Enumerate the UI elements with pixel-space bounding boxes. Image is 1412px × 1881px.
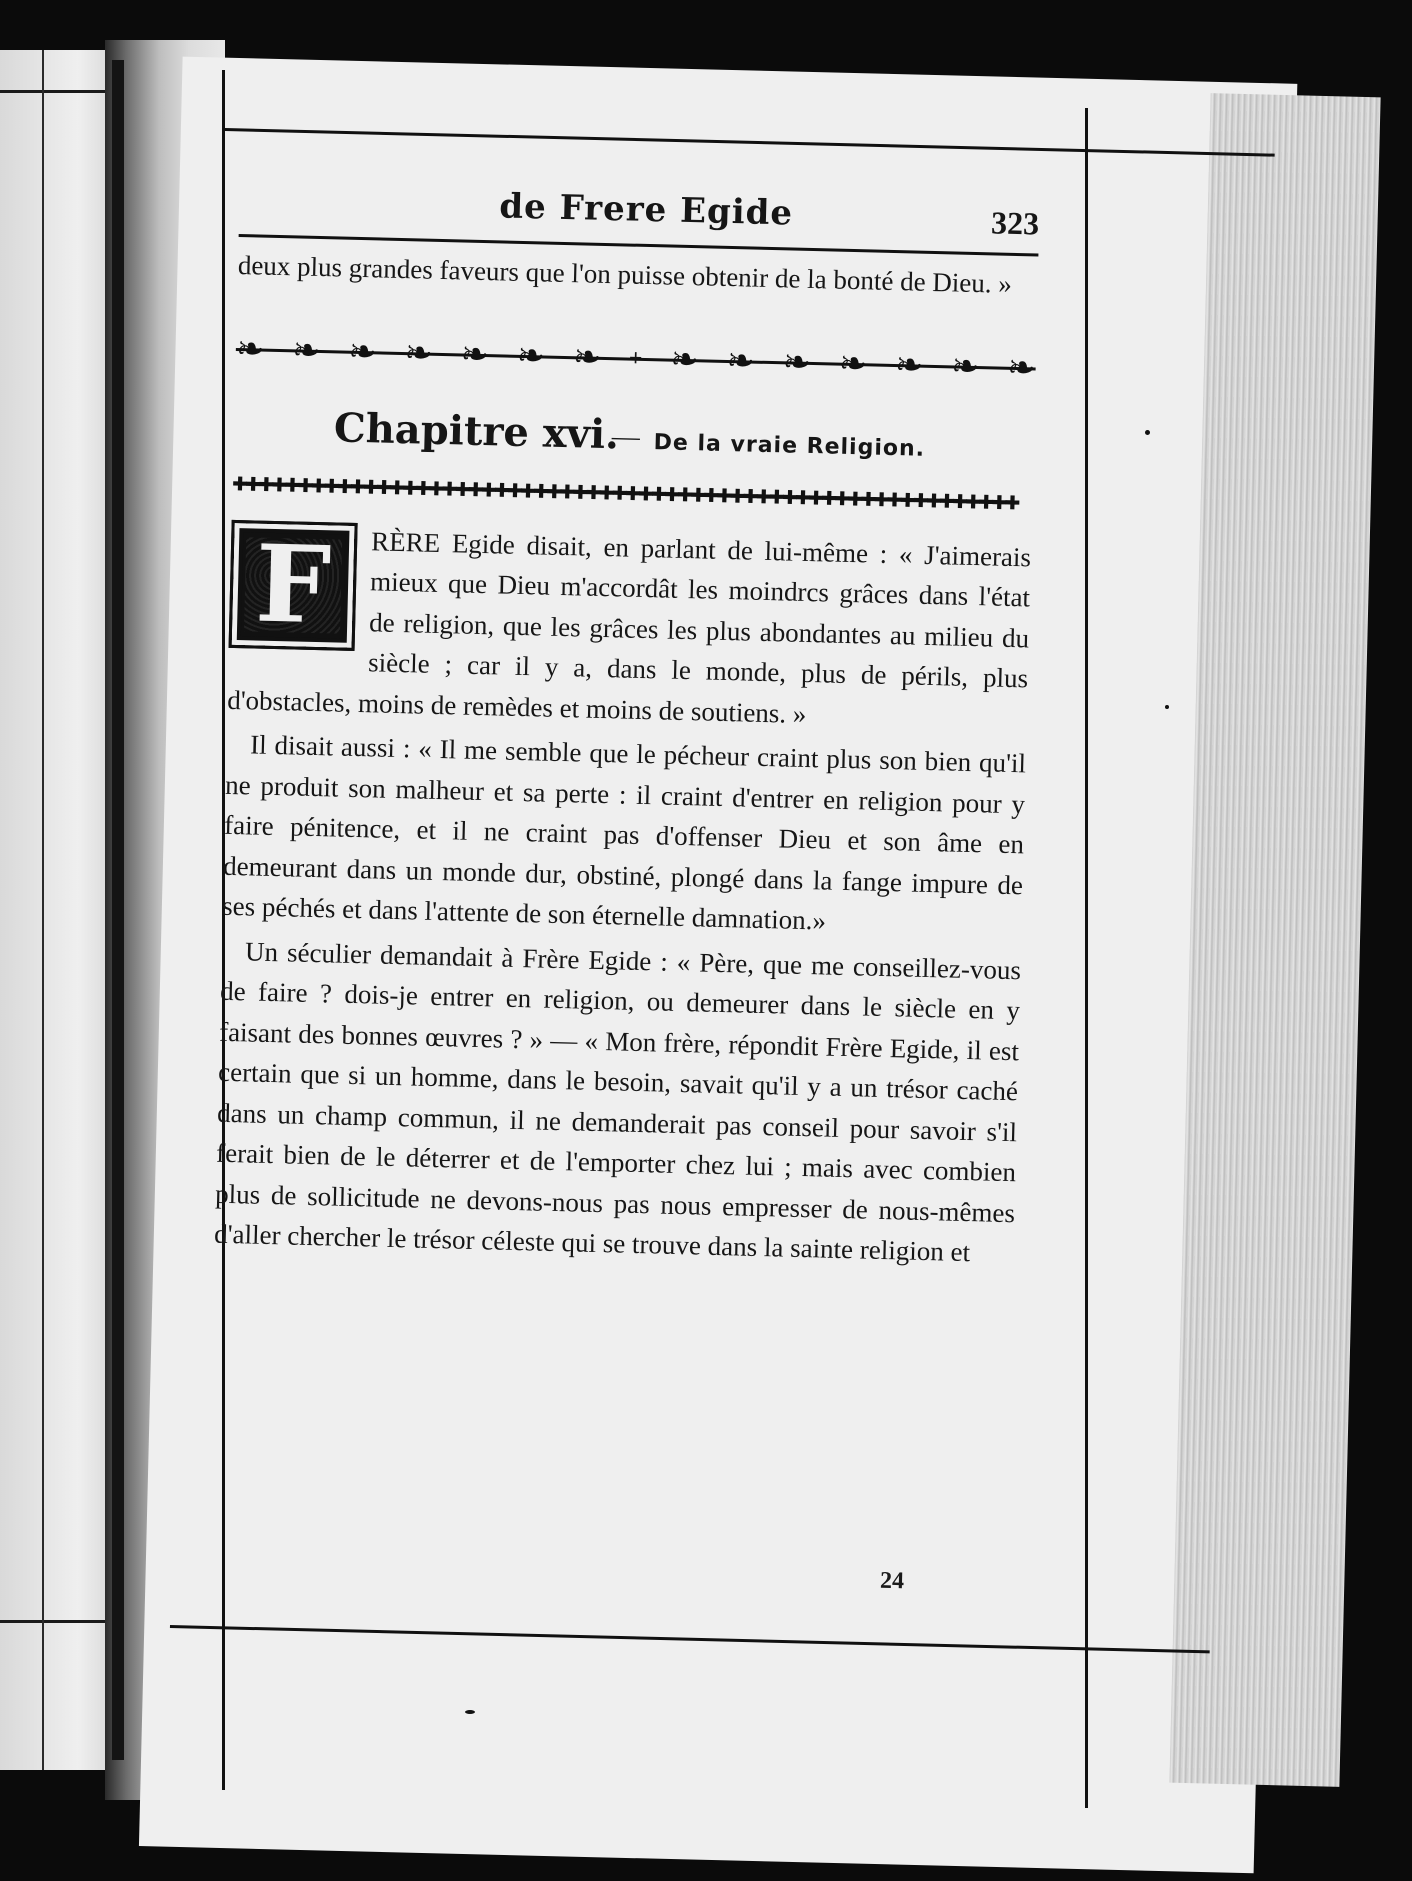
- cross-ornament-icon: ✚: [703, 484, 718, 506]
- cross-ornament-icon: ✚: [258, 474, 273, 495]
- carryover-paragraph: deux plus grandes faveurs que l'on puisse obtenir de la bonté de Dieu. »: [237, 249, 1013, 299]
- leaf-ornament-icon: ❧: [459, 335, 490, 374]
- cross-ornament-icon: ✚: [729, 485, 744, 506]
- running-title: de Frere Egide: [498, 186, 794, 234]
- cross-ornament-icon: ✚: [507, 480, 521, 501]
- cross-ornament-icon: ✚: [415, 477, 430, 499]
- chapter-dash: —: [611, 420, 641, 453]
- cross-ornament-icon: ✚: [585, 482, 600, 503]
- ornament-center-cross-icon: +: [628, 345, 643, 372]
- cross-ornament-icon: ✚: [926, 490, 940, 511]
- speck: [1145, 430, 1150, 435]
- leaf-ornament-icon: ❧: [516, 337, 546, 376]
- cross-ornament-icon: ✚: [821, 487, 835, 509]
- cross-ornament-icon: ✚: [271, 474, 286, 495]
- signature-mark: 24: [879, 1567, 905, 1595]
- chapter-subtitle: De la vraie Religion.: [653, 429, 926, 462]
- cross-ornament-icon: ✚: [520, 480, 534, 501]
- cross-ornament-icon: ✚: [769, 486, 783, 507]
- first-paragraph-text: RÈRE Egide disait, en parlant de lui-même : « J'aimerais mieux que Dieu m'accordât les moindrcs grâces dans l'état de religion, que les grâces les plus abondantes au milieu du siècle ; car il y a, dans le monde, plus de périls, plus d'obstacles, moins de remèdes et moins de soutiens. »: [226, 525, 1032, 729]
- cross-ornament-icon: ✚: [467, 479, 482, 500]
- cross-ornament-icon: ✚: [742, 485, 757, 507]
- cross-ornament-icon: ✚: [939, 490, 953, 512]
- cross-ornament-icon: ✚: [546, 481, 561, 502]
- leaf-ornament-icon: ❧: [950, 347, 980, 386]
- leaf-ornament-icon: ❧: [894, 346, 924, 385]
- first-paragraph: [227, 517, 1032, 739]
- cross-ornament-icon: ✚: [611, 482, 626, 504]
- leaf-ornament-icon: ❧: [572, 338, 602, 377]
- cross-ornament-icon: ✚: [755, 486, 770, 507]
- frame-rule-right: [1085, 108, 1088, 1808]
- cross-ornament-icon: ✚: [337, 475, 351, 497]
- cross-ornament-icon: ✚: [664, 483, 678, 505]
- cross-ornament-icon: ✚: [376, 476, 390, 498]
- cross-ornament-icon: ✚: [402, 477, 417, 498]
- page-text-block: [214, 180, 1040, 1274]
- cross-ornament-icon: ✚: [965, 491, 979, 512]
- speck: [465, 1710, 475, 1714]
- cross-ornament-icon: ✚: [428, 478, 443, 499]
- cross-ornament-icon: ✚: [978, 491, 993, 512]
- initial-letter: F: [254, 520, 333, 647]
- cross-ornament-icon: ✚: [952, 491, 966, 512]
- cross-ornament-icon: ✚: [913, 490, 927, 511]
- cross-ornament-icon: ✚: [284, 474, 299, 496]
- cross-ornament-icon: ✚: [1004, 492, 1019, 513]
- cross-ornament-icon: ✚: [638, 483, 652, 504]
- cross-ornament-icon: ✚: [494, 479, 508, 501]
- leaf-ornament-icon: ❧: [838, 345, 868, 383]
- cross-ornament-icon: ✚: [245, 473, 260, 495]
- cross-ornament-icon: ✚: [795, 487, 809, 508]
- cross-ornament-icon: ✚: [481, 479, 495, 500]
- leaf-ornament-icon: ❧: [725, 342, 756, 381]
- cross-ornament-icon: ✚: [350, 476, 364, 497]
- cross-ornament-icon: ✚: [847, 488, 862, 509]
- cross-ornament-icon: ✚: [572, 481, 587, 503]
- cross-ornament-icon: ✚: [690, 484, 705, 505]
- cross-ornament-icon: ✚: [363, 476, 377, 497]
- floral-ornament-band: [235, 321, 1036, 397]
- leaf-ornament-icon: ❧: [403, 334, 434, 373]
- cross-ornament-icon: ✚: [886, 489, 901, 510]
- leaf-ornament-icon: ❧: [1006, 349, 1036, 387]
- spine-shadow: [112, 60, 124, 1760]
- cross-ornament-icon: ✚: [625, 483, 639, 504]
- cross-ornament-icon: ✚: [808, 487, 822, 508]
- leaf-ornament-icon: ❧: [347, 333, 378, 371]
- cross-ornament-icon: ✚: [323, 475, 338, 496]
- leaf-ornament-icon: ❧: [235, 330, 265, 369]
- second-paragraph: Il disait aussi : « Il me semble que le pécheur craint plus son bien qu'il ne produit son malheur et sa perte : il craint d'entrer en religion pour y faire pénitence, et il ne craint pas d'offenser Dieu et son âme en demeurant dans un monde dur, obstiné, plongé dans la fange impure de ses péchés et dans l'attente de son éternelle damnation.»: [221, 729, 1027, 936]
- cross-ornament-icon: ✚: [991, 491, 1006, 513]
- leaf-ornament-icon: ❧: [291, 331, 321, 370]
- chapter-title: Chapitre xvi.: [333, 403, 620, 458]
- cross-ornament-rule: [232, 473, 1032, 515]
- cross-ornament-icon: ✚: [860, 488, 875, 510]
- cross-ornament-icon: ✚: [389, 477, 403, 498]
- cross-ornament-icon: ✚: [559, 481, 574, 502]
- cross-ornament-icon: ✚: [899, 489, 914, 511]
- cross-ornament-icon: ✚: [310, 475, 325, 496]
- cross-ornament-icon: ✚: [441, 478, 456, 499]
- cross-ornament-icon: ✚: [232, 473, 246, 494]
- cross-ornament-icon: ✚: [454, 478, 469, 500]
- cross-ornament-icon: ✚: [873, 489, 888, 510]
- cross-ornament-icon: ✚: [782, 486, 796, 508]
- leaf-ornament-icon: ❧: [669, 341, 700, 379]
- third-paragraph: Un séculier demandait à Frère Egide : « Père, que me conseillez-vous de faire ? dois-je entrer en religion, ou demeurer dans le siècle en y faisant des bonnes œuvres ? » — « Mon frère, répondit Frère Egide, il est certain que si un homme, dans le besoin, savait qu'il y a un trésor caché dans un champ commun, il ne demanderait pas conseil pour savoir s'il ferait bien de le déterrer et de l'emporter chez lui ; mais avec combien plus de sollicitude ne devons-nous pas nous empresser de nous-mêmes d'aller chercher le trésor céleste qui se trouve dans la sainte religion et: [213, 935, 1022, 1268]
- left-page-rule-vertical: [42, 50, 44, 1770]
- chapter-heading: [233, 401, 1034, 479]
- cross-ornament-icon: ✚: [677, 484, 691, 505]
- page-number: 323: [990, 204, 1040, 242]
- speck: [1165, 705, 1169, 709]
- cross-ornament-icon: ✚: [651, 483, 665, 504]
- leaf-ornament-icon: ❧: [782, 343, 812, 382]
- decorated-initial: [229, 519, 358, 650]
- cross-ornament-icon: ✚: [598, 482, 613, 503]
- cross-ornament-icon: ✚: [533, 480, 547, 502]
- cross-ornament-icon: ✚: [297, 475, 312, 496]
- cross-ornament-icon: ✚: [716, 485, 731, 506]
- cross-ornament-icon: ✚: [834, 488, 849, 509]
